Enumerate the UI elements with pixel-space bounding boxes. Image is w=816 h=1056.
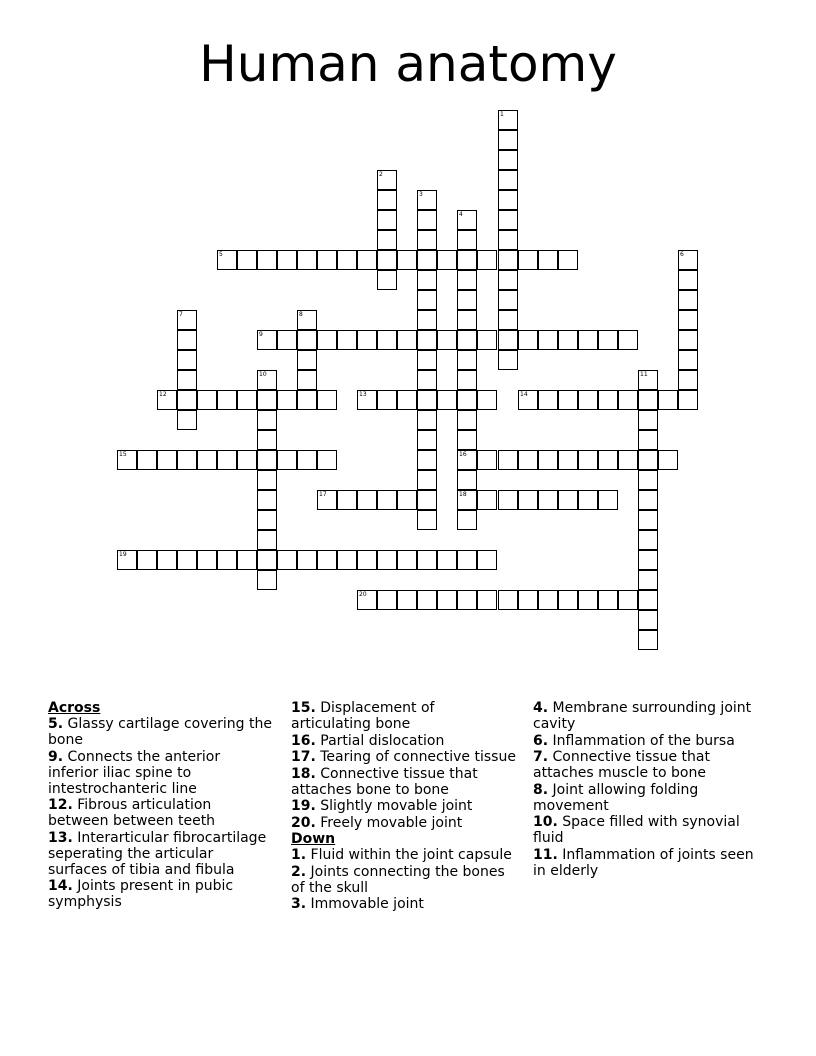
crossword-cell[interactable] bbox=[317, 550, 337, 570]
clue-item bbox=[291, 733, 516, 749]
crossword-cell[interactable] bbox=[678, 390, 698, 410]
crossword-cell[interactable] bbox=[538, 390, 558, 410]
crossword-cell[interactable] bbox=[197, 450, 217, 470]
clue-column-2 bbox=[291, 700, 516, 913]
clue-column-1 bbox=[48, 700, 273, 911]
crossword-cell[interactable] bbox=[518, 250, 538, 270]
crossword-cell[interactable] bbox=[417, 370, 437, 390]
crossword-cell[interactable] bbox=[518, 490, 538, 510]
crossword-cell[interactable] bbox=[658, 450, 678, 470]
crossword-cell[interactable] bbox=[397, 390, 417, 410]
crossword-cell[interactable] bbox=[237, 550, 257, 570]
clue-text: Joints connecting the bones of the skull bbox=[291, 863, 505, 896]
crossword-cell[interactable] bbox=[638, 550, 658, 570]
cell-number: 18 bbox=[459, 491, 467, 498]
crossword-cell[interactable] bbox=[337, 490, 357, 510]
crossword-cell[interactable] bbox=[377, 390, 397, 410]
clue-number: 17. bbox=[291, 749, 316, 765]
crossword-cell[interactable] bbox=[217, 390, 237, 410]
clue-text: Joints present in pubic symphysis bbox=[48, 878, 234, 910]
clue-number: 6. bbox=[533, 732, 549, 749]
crossword-cell[interactable] bbox=[217, 450, 237, 470]
crossword-cell[interactable] bbox=[457, 410, 477, 430]
crossword-cell[interactable] bbox=[598, 590, 618, 610]
crossword-cell[interactable] bbox=[297, 550, 317, 570]
crossword-cell[interactable] bbox=[457, 510, 477, 530]
crossword-cell[interactable] bbox=[477, 590, 497, 610]
clue-number: 3. bbox=[291, 896, 307, 912]
crossword-cell[interactable] bbox=[297, 390, 317, 410]
clue-item bbox=[48, 716, 273, 748]
crossword-cell[interactable] bbox=[177, 330, 197, 350]
crossword-cell[interactable] bbox=[277, 390, 297, 410]
crossword-cell[interactable] bbox=[678, 310, 698, 330]
crossword-cell[interactable] bbox=[498, 230, 518, 250]
cell-number: 13 bbox=[359, 391, 367, 398]
crossword-cell[interactable] bbox=[498, 450, 518, 470]
crossword-cell[interactable] bbox=[538, 490, 558, 510]
clue-number: 19. bbox=[291, 798, 316, 814]
crossword-cell[interactable] bbox=[457, 290, 477, 310]
clue-heading-down: Down bbox=[291, 831, 336, 847]
crossword-cell[interactable] bbox=[237, 390, 257, 410]
crossword-cell[interactable] bbox=[437, 250, 457, 270]
crossword-cell[interactable] bbox=[618, 390, 638, 410]
crossword-cell[interactable] bbox=[397, 330, 417, 350]
crossword-cell[interactable] bbox=[498, 590, 518, 610]
crossword-cell[interactable] bbox=[678, 330, 698, 350]
crossword-cell[interactable] bbox=[477, 330, 497, 350]
crossword-cell[interactable] bbox=[417, 490, 437, 510]
crossword-cell[interactable] bbox=[477, 450, 497, 470]
crossword-cell[interactable] bbox=[357, 490, 377, 510]
cell-number: 11 bbox=[640, 371, 648, 378]
crossword-cell[interactable] bbox=[638, 430, 658, 450]
crossword-cell[interactable] bbox=[417, 290, 437, 310]
crossword-cell[interactable] bbox=[498, 150, 518, 170]
clue-item bbox=[291, 864, 516, 896]
cell-number: 12 bbox=[159, 391, 167, 398]
crossword-cell[interactable] bbox=[217, 250, 237, 270]
crossword-cell[interactable] bbox=[678, 250, 698, 270]
cell-number: 4 bbox=[459, 211, 463, 218]
crossword-cell[interactable] bbox=[317, 390, 337, 410]
crossword-cell[interactable] bbox=[257, 250, 277, 270]
crossword-cell[interactable] bbox=[197, 550, 217, 570]
clue-text: Connects the anterior inferior iliac spine to intestrochanteric line bbox=[48, 748, 221, 797]
crossword-cell[interactable] bbox=[578, 330, 598, 350]
clue-number: 13. bbox=[48, 829, 73, 846]
crossword-cell[interactable] bbox=[437, 390, 457, 410]
crossword-cell[interactable] bbox=[498, 490, 518, 510]
crossword-cell[interactable] bbox=[518, 330, 538, 350]
crossword-cell[interactable] bbox=[638, 490, 658, 510]
clue-number: 8. bbox=[533, 781, 549, 798]
crossword-cell[interactable] bbox=[638, 630, 658, 650]
crossword-cell[interactable] bbox=[437, 590, 457, 610]
crossword-cell[interactable] bbox=[417, 550, 437, 570]
crossword-cell[interactable] bbox=[337, 330, 357, 350]
crossword-cell[interactable] bbox=[498, 290, 518, 310]
crossword-cell[interactable] bbox=[377, 270, 397, 290]
clue-item bbox=[48, 830, 273, 878]
crossword-cell[interactable] bbox=[498, 310, 518, 330]
crossword-cell[interactable] bbox=[377, 170, 397, 190]
clue-text: Displacement of articulating bone bbox=[291, 700, 435, 732]
crossword-cell[interactable] bbox=[598, 390, 618, 410]
crossword-cell[interactable] bbox=[237, 450, 257, 470]
crossword-cell[interactable] bbox=[377, 330, 397, 350]
crossword-cell[interactable] bbox=[297, 330, 317, 350]
clue-number: 20. bbox=[291, 814, 316, 831]
clue-text: Immovable joint bbox=[306, 896, 424, 912]
clue-item bbox=[533, 782, 758, 814]
crossword-cell[interactable] bbox=[257, 470, 277, 490]
crossword-cell[interactable] bbox=[297, 350, 317, 370]
cell-number: 20 bbox=[359, 591, 367, 598]
crossword-cell[interactable] bbox=[598, 490, 618, 510]
crossword-cell[interactable] bbox=[678, 350, 698, 370]
crossword-cell[interactable] bbox=[417, 330, 437, 350]
crossword-cell[interactable] bbox=[157, 550, 177, 570]
crossword-cell[interactable] bbox=[417, 210, 437, 230]
crossword-cell[interactable] bbox=[377, 590, 397, 610]
cell-number: 16 bbox=[459, 451, 467, 458]
crossword-cell[interactable] bbox=[337, 550, 357, 570]
crossword-cell[interactable] bbox=[357, 330, 377, 350]
crossword-cell[interactable] bbox=[257, 550, 277, 570]
crossword-cell[interactable] bbox=[297, 250, 317, 270]
clue-text: Tearing of connective tissue bbox=[315, 749, 516, 765]
crossword-cell[interactable] bbox=[538, 450, 558, 470]
crossword-cell[interactable] bbox=[357, 590, 377, 610]
crossword-cell[interactable] bbox=[477, 390, 497, 410]
crossword-cell[interactable] bbox=[117, 550, 137, 570]
clue-item bbox=[291, 700, 516, 732]
clue-text: Inflammation of the bursa bbox=[548, 732, 735, 749]
crossword-cell[interactable] bbox=[257, 390, 277, 410]
clue-number: 16. bbox=[291, 732, 316, 749]
crossword-cell[interactable] bbox=[498, 190, 518, 210]
crossword-cell[interactable] bbox=[177, 390, 197, 410]
crossword-cell[interactable] bbox=[137, 450, 157, 470]
crossword-cell[interactable] bbox=[377, 250, 397, 270]
crossword-cell[interactable] bbox=[397, 250, 417, 270]
crossword-cell[interactable] bbox=[498, 110, 518, 130]
crossword-cell[interactable] bbox=[457, 250, 477, 270]
crossword-cell[interactable] bbox=[618, 590, 638, 610]
cell-number: 14 bbox=[520, 391, 528, 398]
crossword-cell[interactable] bbox=[257, 330, 277, 350]
cell-number: 19 bbox=[119, 551, 127, 558]
crossword-cell[interactable] bbox=[678, 370, 698, 390]
clue-text: Partial dislocation bbox=[315, 732, 445, 749]
crossword-cell[interactable] bbox=[638, 390, 658, 410]
clue-item bbox=[291, 847, 516, 863]
crossword-cell[interactable] bbox=[317, 250, 337, 270]
clue-item bbox=[533, 700, 758, 732]
clue-number: 15. bbox=[291, 700, 316, 716]
crossword-cell[interactable] bbox=[498, 250, 518, 270]
clue-item bbox=[533, 733, 758, 749]
clue-item bbox=[291, 749, 516, 765]
crossword-cell[interactable] bbox=[498, 210, 518, 230]
crossword-cell[interactable] bbox=[558, 450, 578, 470]
crossword-cell[interactable] bbox=[177, 350, 197, 370]
crossword-cell[interactable] bbox=[177, 410, 197, 430]
crossword-cell[interactable] bbox=[638, 510, 658, 530]
crossword-cell[interactable] bbox=[317, 330, 337, 350]
crossword-cell[interactable] bbox=[638, 530, 658, 550]
crossword-cell[interactable] bbox=[538, 330, 558, 350]
crossword-cell[interactable] bbox=[457, 230, 477, 250]
crossword-cell[interactable] bbox=[417, 510, 437, 530]
clue-item bbox=[291, 815, 516, 831]
crossword-cell[interactable] bbox=[397, 590, 417, 610]
crossword-cell[interactable] bbox=[357, 390, 377, 410]
crossword-cell[interactable] bbox=[618, 450, 638, 470]
crossword-cell[interactable] bbox=[477, 550, 497, 570]
cell-number: 7 bbox=[179, 311, 183, 318]
crossword-cell[interactable] bbox=[417, 270, 437, 290]
crossword-cell[interactable] bbox=[257, 490, 277, 510]
crossword-cell[interactable] bbox=[477, 250, 497, 270]
clue-item bbox=[533, 814, 758, 846]
crossword-cell[interactable] bbox=[457, 330, 477, 350]
crossword-cell[interactable] bbox=[117, 450, 137, 470]
crossword-cell[interactable] bbox=[257, 530, 277, 550]
crossword-cell[interactable] bbox=[457, 490, 477, 510]
clue-item bbox=[48, 878, 273, 910]
crossword-cell[interactable] bbox=[177, 550, 197, 570]
crossword-cell[interactable] bbox=[638, 370, 658, 390]
cell-number: 10 bbox=[259, 371, 267, 378]
crossword-cell[interactable] bbox=[457, 270, 477, 290]
clue-item bbox=[291, 798, 516, 814]
crossword-cell[interactable] bbox=[578, 390, 598, 410]
crossword-cell[interactable] bbox=[257, 430, 277, 450]
clue-item bbox=[291, 896, 516, 912]
page-title: Human anatomy bbox=[199, 35, 617, 93]
crossword-cell[interactable] bbox=[498, 130, 518, 150]
crossword-cell[interactable] bbox=[377, 190, 397, 210]
crossword-cell[interactable] bbox=[598, 450, 618, 470]
crossword-cell[interactable] bbox=[558, 590, 578, 610]
crossword-cell[interactable] bbox=[257, 450, 277, 470]
crossword-cell[interactable] bbox=[277, 550, 297, 570]
cell-number: 3 bbox=[419, 191, 423, 198]
crossword-cell[interactable] bbox=[257, 410, 277, 430]
clue-number: 12. bbox=[48, 797, 73, 813]
clue-text: Inflammation of joints seen in elderly bbox=[533, 846, 754, 879]
clue-text: Connective tissue that attaches muscle to bone bbox=[533, 749, 710, 781]
crossword-cell[interactable] bbox=[137, 550, 157, 570]
crossword-cell[interactable] bbox=[638, 570, 658, 590]
crossword-cell[interactable] bbox=[498, 350, 518, 370]
cell-number: 15 bbox=[119, 451, 127, 458]
crossword-cell[interactable] bbox=[658, 390, 678, 410]
clue-item bbox=[291, 766, 516, 798]
crossword-cell[interactable] bbox=[377, 210, 397, 230]
crossword-cell[interactable] bbox=[457, 450, 477, 470]
crossword-cell[interactable] bbox=[498, 330, 518, 350]
crossword-cell[interactable] bbox=[297, 450, 317, 470]
clue-number: 4. bbox=[533, 700, 549, 716]
crossword-cell[interactable] bbox=[417, 450, 437, 470]
clue-text: Freely movable joint bbox=[315, 814, 463, 831]
crossword-cell[interactable] bbox=[457, 390, 477, 410]
crossword-cell[interactable] bbox=[578, 590, 598, 610]
crossword-cell[interactable] bbox=[518, 590, 538, 610]
clue-text: Slightly movable joint bbox=[315, 798, 473, 814]
crossword-cell[interactable] bbox=[598, 330, 618, 350]
crossword-cell[interactable] bbox=[277, 450, 297, 470]
clue-item bbox=[48, 797, 273, 829]
crossword-cell[interactable] bbox=[498, 170, 518, 190]
crossword-cell[interactable] bbox=[177, 370, 197, 390]
cell-number: 2 bbox=[379, 171, 383, 178]
cell-number: 1 bbox=[500, 111, 504, 118]
clue-column-3 bbox=[533, 700, 758, 879]
crossword-cell[interactable] bbox=[518, 450, 538, 470]
clue-number: 10. bbox=[533, 814, 558, 830]
clue-number: 9. bbox=[48, 748, 64, 765]
crossword-cell[interactable] bbox=[457, 310, 477, 330]
crossword-cell[interactable] bbox=[257, 370, 277, 390]
crossword-cell[interactable] bbox=[297, 310, 317, 330]
clue-heading-across: Across bbox=[48, 700, 101, 716]
clue-text: Joint allowing folding movement bbox=[533, 781, 699, 814]
crossword-cell[interactable] bbox=[417, 250, 437, 270]
crossword-cell[interactable] bbox=[217, 550, 237, 570]
cell-number: 9 bbox=[259, 331, 263, 338]
clue-number: 18. bbox=[291, 765, 316, 782]
crossword-cell[interactable] bbox=[377, 490, 397, 510]
crossword-cell[interactable] bbox=[618, 330, 638, 350]
clue-number: 2. bbox=[291, 863, 307, 880]
crossword-cell[interactable] bbox=[257, 570, 277, 590]
crossword-cell[interactable] bbox=[157, 390, 177, 410]
crossword-cell[interactable] bbox=[518, 390, 538, 410]
crossword-cell[interactable] bbox=[417, 230, 437, 250]
crossword-cell[interactable] bbox=[477, 490, 497, 510]
clue-number: 1. bbox=[291, 847, 307, 863]
crossword-cell[interactable] bbox=[538, 250, 558, 270]
crossword-cell[interactable] bbox=[457, 210, 477, 230]
crossword-cell[interactable] bbox=[317, 450, 337, 470]
crossword-cell[interactable] bbox=[638, 590, 658, 610]
crossword-cell[interactable] bbox=[397, 550, 417, 570]
crossword-cell[interactable] bbox=[417, 470, 437, 490]
crossword-cell[interactable] bbox=[237, 250, 257, 270]
crossword-cell[interactable] bbox=[558, 330, 578, 350]
cell-number: 6 bbox=[680, 251, 684, 258]
clue-item bbox=[48, 749, 273, 797]
crossword-cell[interactable] bbox=[457, 590, 477, 610]
clue-text: Membrane surrounding joint cavity bbox=[533, 700, 752, 732]
crossword-cell[interactable] bbox=[638, 610, 658, 630]
cell-number: 5 bbox=[219, 251, 223, 258]
crossword-cell[interactable] bbox=[417, 590, 437, 610]
crossword-cell[interactable] bbox=[538, 590, 558, 610]
crossword-cell[interactable] bbox=[457, 350, 477, 370]
crossword-cell[interactable] bbox=[357, 550, 377, 570]
crossword-cell[interactable] bbox=[157, 450, 177, 470]
clue-text: Space filled with synovial fluid bbox=[533, 814, 740, 846]
clue-number: 5. bbox=[48, 716, 64, 732]
clue-text: Glassy cartilage covering the bone bbox=[48, 716, 272, 748]
crossword-cell[interactable] bbox=[638, 410, 658, 430]
crossword-cell[interactable] bbox=[678, 290, 698, 310]
crossword-cell[interactable] bbox=[277, 330, 297, 350]
crossword-cell[interactable] bbox=[277, 250, 297, 270]
crossword-cell[interactable] bbox=[638, 470, 658, 490]
crossword-cell[interactable] bbox=[257, 510, 277, 530]
crossword-cell[interactable] bbox=[177, 450, 197, 470]
clue-number: 11. bbox=[533, 846, 558, 863]
clue-number: 7. bbox=[533, 749, 549, 765]
crossword-cell[interactable] bbox=[417, 350, 437, 370]
crossword-cell[interactable] bbox=[678, 270, 698, 290]
crossword-cell[interactable] bbox=[558, 390, 578, 410]
crossword-cell[interactable] bbox=[197, 390, 217, 410]
clue-text: Fibrous articulation between between teeth bbox=[48, 797, 216, 829]
crossword-cell[interactable] bbox=[578, 490, 598, 510]
crossword-cell[interactable] bbox=[638, 450, 658, 470]
clue-item bbox=[533, 749, 758, 781]
clue-text: Fluid within the joint capsule bbox=[306, 847, 512, 863]
crossword-cell[interactable] bbox=[417, 410, 437, 430]
clue-number: 14. bbox=[48, 878, 73, 894]
crossword-cell[interactable] bbox=[417, 430, 437, 450]
clue-text: Connective tissue that attaches bone to bone bbox=[291, 765, 478, 798]
crossword-cell[interactable] bbox=[457, 550, 477, 570]
crossword-cell[interactable] bbox=[377, 230, 397, 250]
crossword-cell[interactable] bbox=[317, 490, 337, 510]
crossword-cell[interactable] bbox=[558, 250, 578, 270]
crossword-cell[interactable] bbox=[498, 270, 518, 290]
crossword-cell[interactable] bbox=[357, 250, 377, 270]
crossword-cell[interactable] bbox=[417, 390, 437, 410]
cell-number: 17 bbox=[319, 491, 327, 498]
crossword-cell[interactable] bbox=[457, 430, 477, 450]
clue-text: Interarticular fibrocartilage seperating the articular surfaces of tibia and fibula bbox=[48, 829, 267, 878]
crossword-cell[interactable] bbox=[337, 250, 357, 270]
crossword-cell[interactable] bbox=[578, 450, 598, 470]
crossword-cell[interactable] bbox=[457, 470, 477, 490]
crossword-cell[interactable] bbox=[397, 490, 417, 510]
crossword-cell[interactable] bbox=[297, 370, 317, 390]
crossword-cell[interactable] bbox=[417, 310, 437, 330]
cell-number: 8 bbox=[299, 311, 303, 318]
crossword-cell[interactable] bbox=[417, 190, 437, 210]
clue-item bbox=[533, 847, 758, 879]
crossword-cell[interactable] bbox=[177, 310, 197, 330]
crossword-cell[interactable] bbox=[437, 330, 457, 350]
crossword-cell[interactable] bbox=[377, 550, 397, 570]
crossword-cell[interactable] bbox=[457, 370, 477, 390]
crossword-cell[interactable] bbox=[558, 490, 578, 510]
crossword-cell[interactable] bbox=[437, 550, 457, 570]
